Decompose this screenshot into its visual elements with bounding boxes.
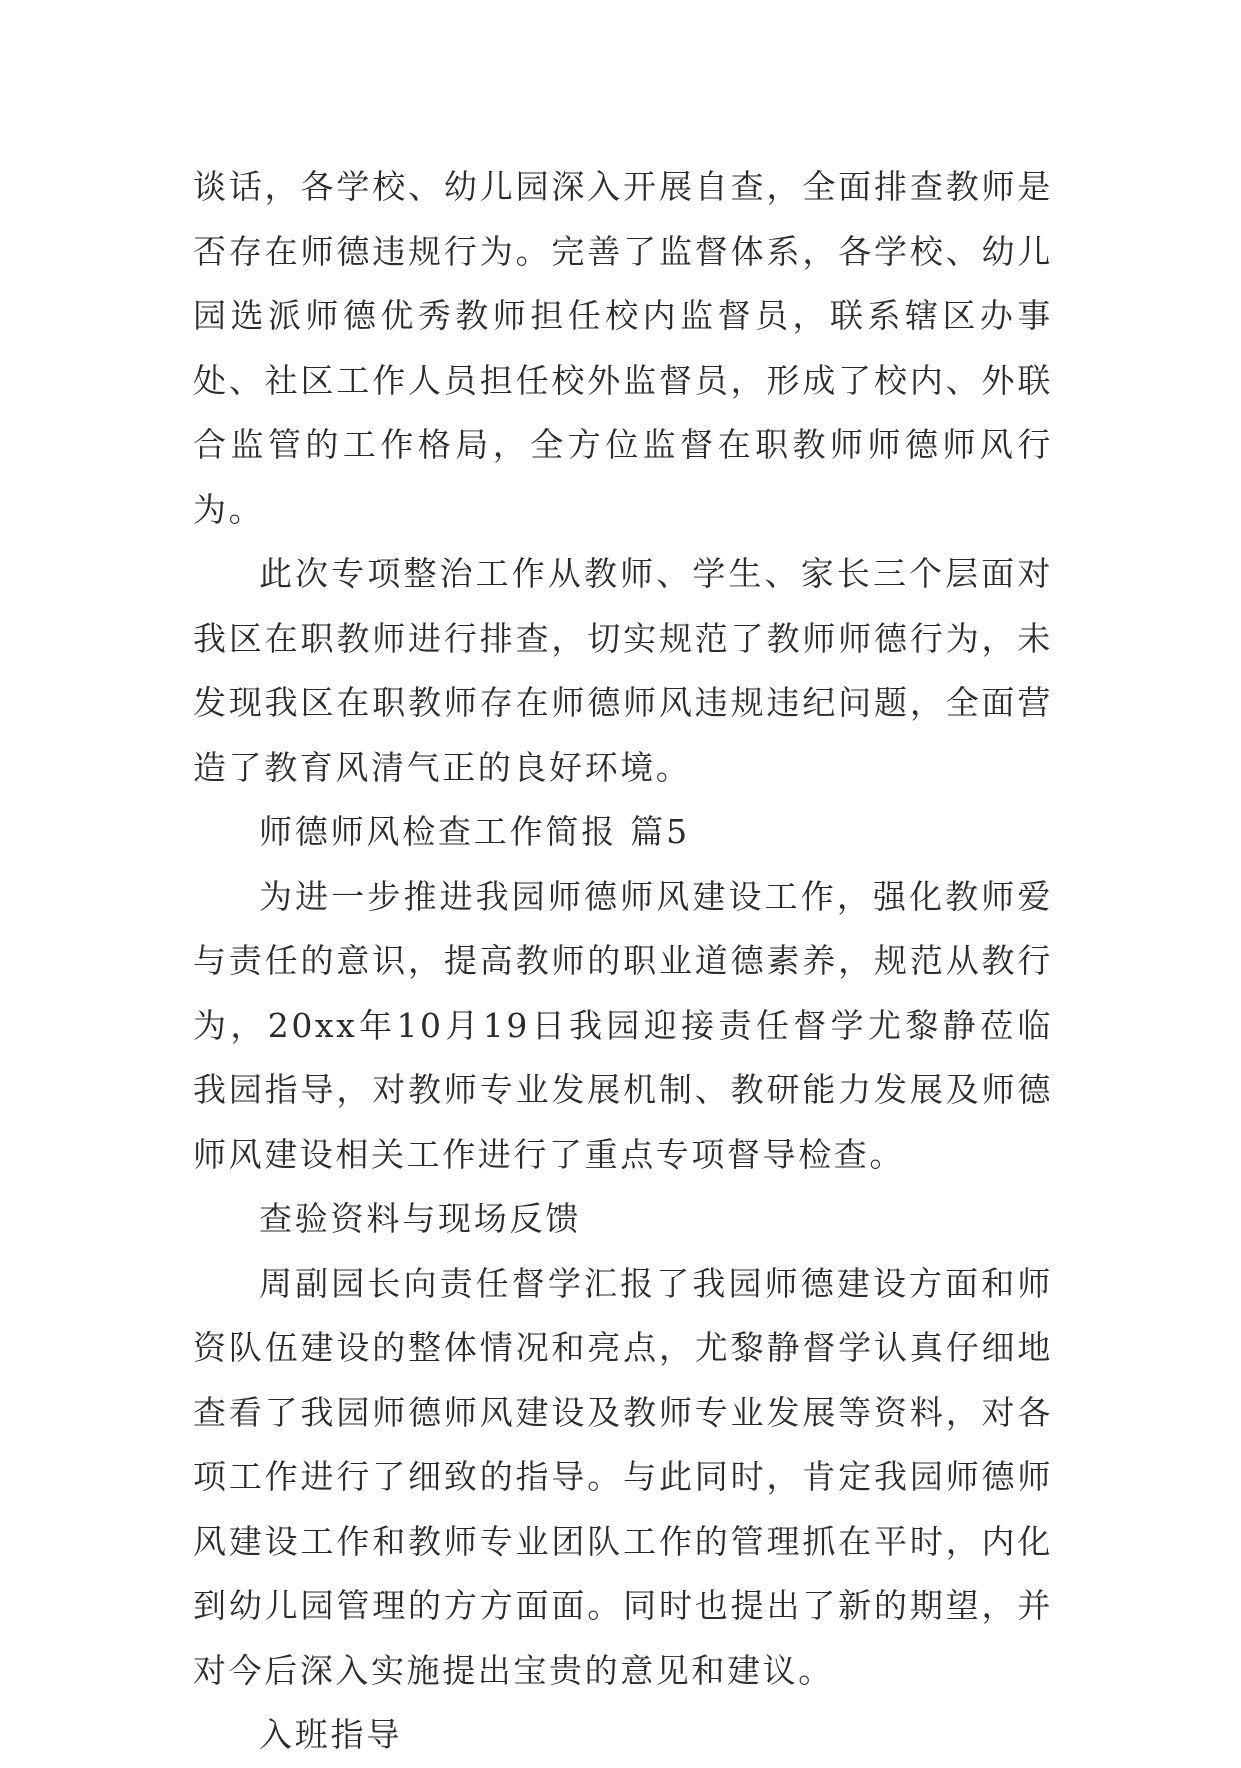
document-body [193,155,1053,1768]
paragraph: 此次专项整治工作从教师、学生、家长三个层面对我区在职教师进行排查，切实规范了教师师德行为，未发现我区在职教师存在师德师风违规违纪问题，全面营造了教育风清气正的良好环境。 [193,554,1053,787]
paragraph: 周副园长向责任督学汇报了我园师德建设方面和师资队伍建设的整体情况和亮点，尤黎静督学认真仔细地查看了我园师德师风建设及教师专业发展等资料，对各项工作进行了细致的指导。与此同时，肯定我园师德师风建设工作和教师专业团队工作的管理抓在平时，内化到幼儿园管理的方方面面。同时也提出了新的期望，并对今后深入实施提出宝贵的意见和建议。 [193,1263,1053,1690]
paragraph: 为进一步推进我园师德师风建设工作，强化教师爱与责任的意识，提高教师的职业道德素养，规范从教行为，20xx年10月19日我园迎接责任督学尤黎静莅临我园指导，对教师专业发展机制、教研能力发展及师德师风建设相关工作进行了重点专项督导检查。 [193,876,1053,1174]
section-heading: 师德师风检查工作简报 篇5 [259,812,690,851]
section-heading: 入班指导 [259,1715,403,1754]
paragraph-continued: 谈话，各学校、幼儿园深入开展自查，全面排查教师是否存在师德违规行为。完善了监督体系，各学校、幼儿园选派师德优秀教师担任校内监督员，联系辖区办事处、社区工作人员担任校外监督员，形成了校内、外联合监管的工作格局，全方位监督在职教师师德师风行为。 [193,167,1053,529]
section-heading: 查验资料与现场反馈 [259,1199,582,1238]
